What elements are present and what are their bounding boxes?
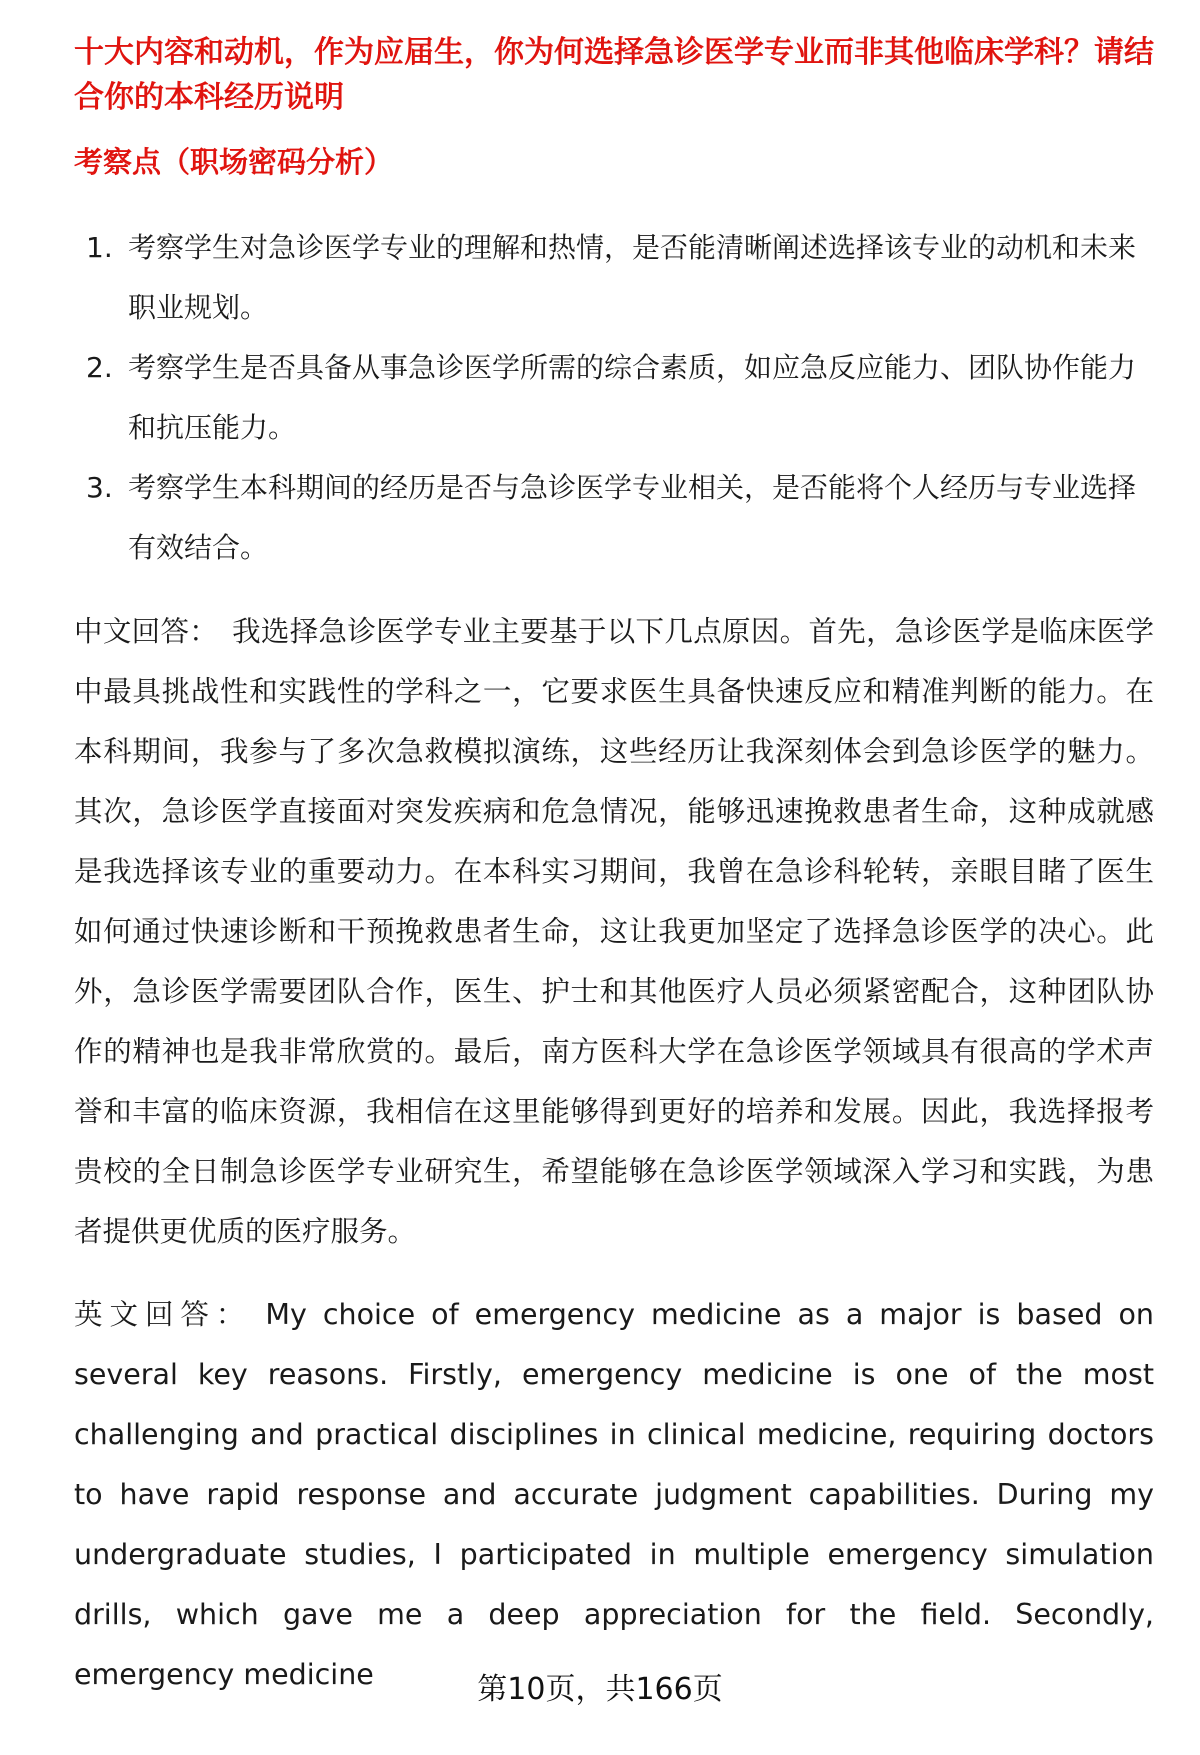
chinese-answer-label: 中文回答： — [74, 615, 219, 648]
english-answer-text: My choice of emergency medicine as a major is based on several key reasons. Firstly, emergency medicine is one of the most challenging and practical disciplines in clinical medicine, requiring doctors to have rapid response and accurate judgment capabilities. During my undergraduate studies, I participated in multiple emergency simulation drills, which gave me a deep appreciation for the field. Secondly, emergency medicine — [74, 1298, 1154, 1691]
page-number-footer: 第10页，共166页 — [477, 1672, 723, 1707]
list-item — [74, 218, 1154, 338]
list-item-number: 3. — [86, 471, 113, 504]
section-heading: 考察点（职场密码分析） — [74, 145, 394, 179]
list-item — [74, 458, 1154, 578]
list-item-text: 考察学生本科期间的经历是否与急诊医学专业相关，是否能将个人经历与专业选择有效结合。 — [128, 471, 1137, 564]
chinese-answer-paragraph — [74, 602, 1154, 1262]
list-item-number: 2. — [86, 351, 113, 384]
list-item-number: 1. — [86, 231, 113, 264]
chinese-answer-text: 我选择急诊医学专业主要基于以下几点原因。首先，急诊医学是临床医学中最具挑战性和实践性的学科之一，它要求医生具备快速反应和精准判断的能力。在本科期间，我参与了多次急救模拟演练，这些经历让我深刻体会到急诊医学的魅力。其次，急诊医学直接面对突发疾病和危急情况，能够迅速挽救患者生命，这种成就感是我选择该专业的重要动力。在本科实习期间，我曾在急诊科轮转，亲眼目睹了医生如何通过快速诊断和干预挽救患者生命，这让我更加坚定了选择急诊医学的决心。此外，急诊医学需要团队合作，医生、护士和其他医疗人员必须紧密配合，这种团队协作的精神也是我非常欣赏的。最后，南方医科大学在急诊医学领域具有很高的学术声誉和丰富的临床资源，我相信在这里能够得到更好的培养和发展。因此，我选择报考贵校的全日制急诊医学专业研究生，希望能够在急诊医学领域深入学习和实践，为患者提供更优质的医疗服务。 — [74, 615, 1154, 1248]
list-item-text: 考察学生对急诊医学专业的理解和热情，是否能清晰阐述选择该专业的动机和未来职业规划。 — [128, 231, 1137, 324]
question-text: 十大内容和动机，作为应届生，你为何选择急诊医学专业而非其他临床学科？请结合你的本科经历说明 — [74, 35, 1154, 115]
assessment-points-list — [74, 218, 1154, 578]
list-item-text: 考察学生是否具备从事急诊医学所需的综合素质，如应急反应能力、团队协作能力和抗压能力。 — [128, 351, 1137, 444]
list-item — [74, 338, 1154, 458]
english-answer-paragraph — [74, 1285, 1154, 1705]
english-answer-label: 英文回答： — [74, 1298, 252, 1331]
